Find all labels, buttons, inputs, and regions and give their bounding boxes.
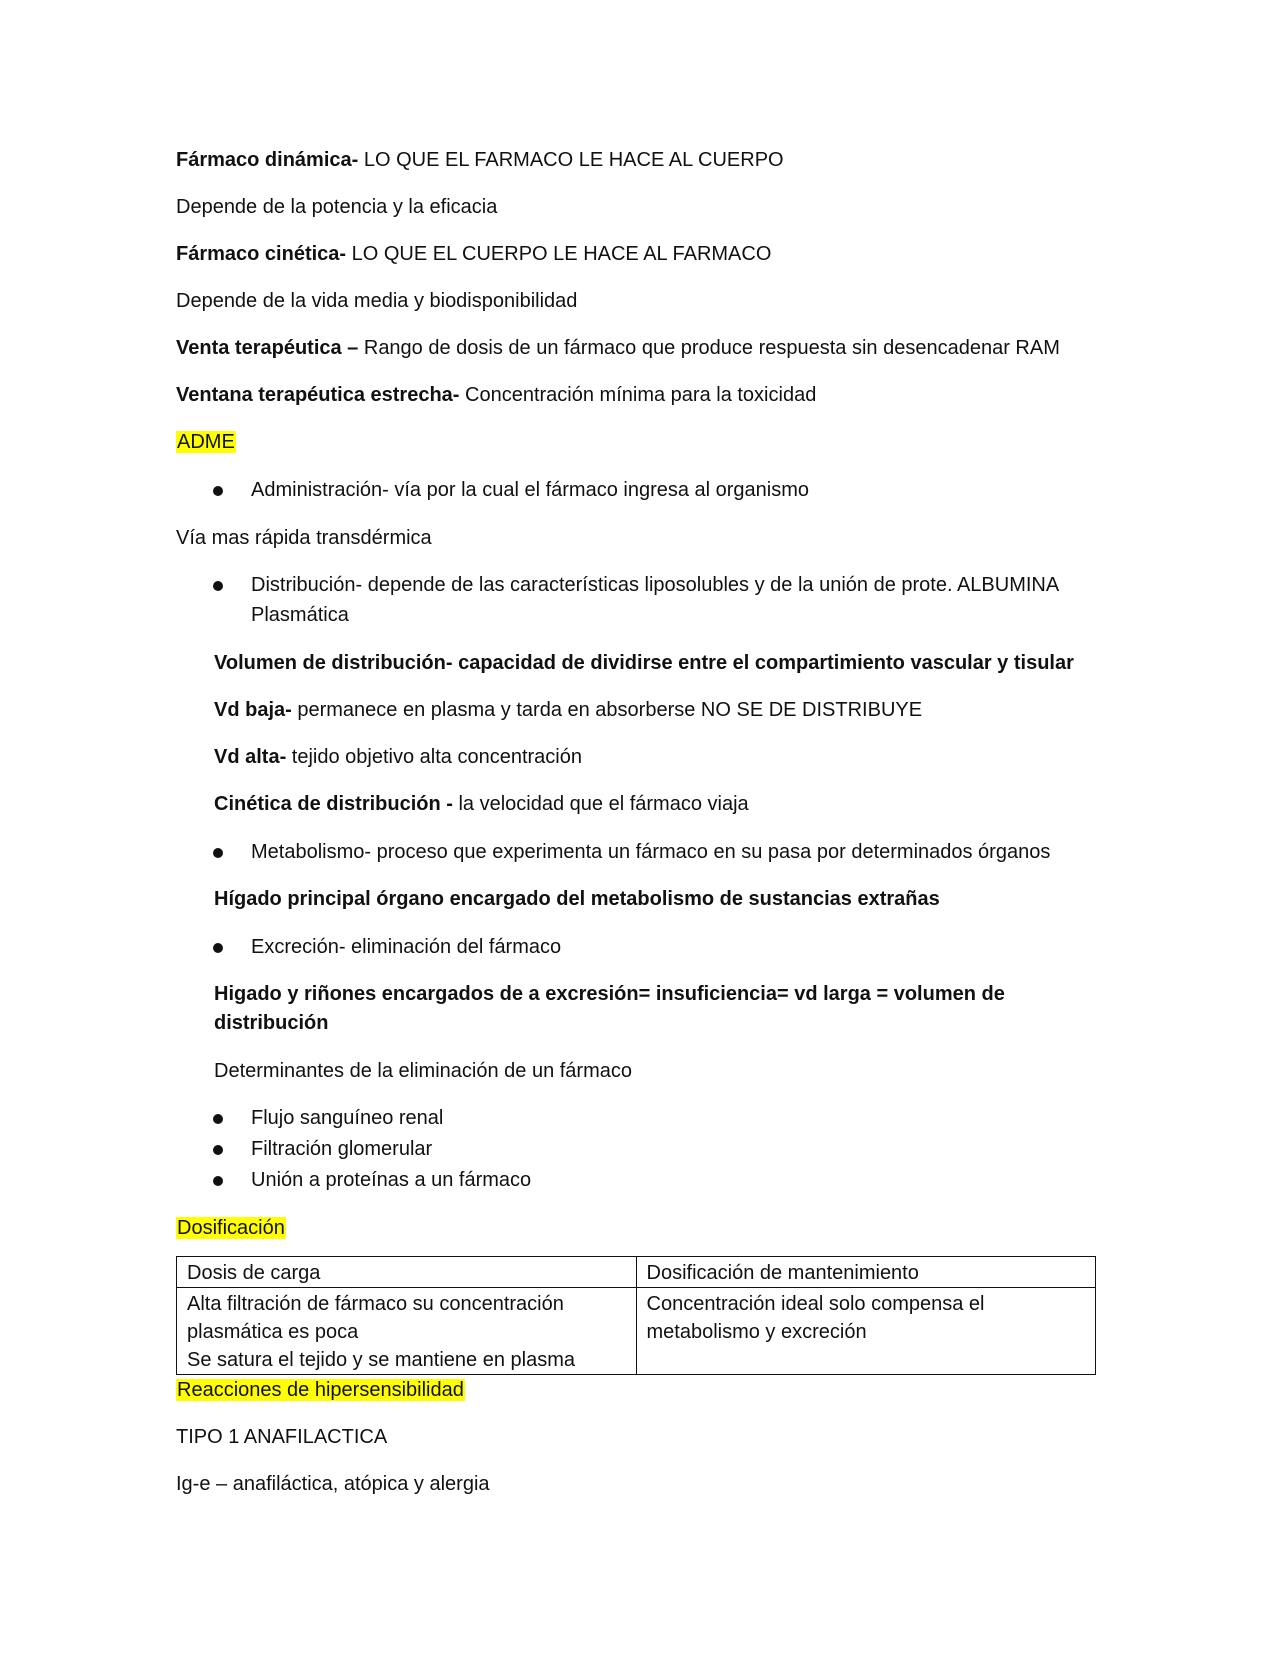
paragraph-volumen-distribucion: Volumen de distribución- capacidad de dividirse entre el compartimiento vascular y tisular [214,652,1074,674]
dosing-table [176,1256,1096,1375]
term-cinetica-distribucion: Cinética de distribución - [214,793,453,815]
paragraph-via-rapida: Vía mas rápida transdérmica [176,527,432,549]
definition-cinetica-distribucion: la velocidad que el fármaco viaja [452,793,749,815]
heading-dosificacion-text: Dosificación [177,1217,285,1239]
paragraph-higado-principal: Hígado principal órgano encargado del metabolismo de sustancias extrañas [214,888,940,910]
table-cell-line: Alta filtración de fármaco su concentración [187,1293,564,1315]
term-farmacodinamica: Fármaco dinámica- [176,149,359,171]
paragraph-depende-vida-media: Depende de la vida media y biodisponibilidad [176,290,578,312]
bullet-icon [213,943,223,953]
table-cell-mantenimiento [636,1288,1096,1375]
table-header-row [177,1257,1096,1288]
table-cell-dosis-carga [177,1288,637,1375]
bullet-icon [213,581,223,591]
list-item-distribucion: Distribución- depende de las características liposolubles y de la unión de prote. ALBUMINA [251,574,1060,596]
definition-farmacodinamica: LO QUE EL FARMACO LE HACE AL CUERPO [358,149,784,171]
paragraph-higado-rinones: Higado y riñones encargados de a excresión= insuficiencia= vd larga = volumen de [214,983,1005,1005]
paragraph-tipo1: TIPO 1 ANAFILACTICA [176,1426,388,1448]
paragraph-determinantes: Determinantes de la eliminación de un fármaco [214,1060,632,1082]
list-item-distribucion-cont: Plasmática [251,604,349,626]
list-item-filtracion: Filtración glomerular [251,1138,433,1160]
table-cell-line: Concentración ideal solo compensa el [646,1293,985,1315]
table-cell-line: plasmática es poca [187,1321,359,1343]
bullet-icon [213,848,223,858]
heading-reacciones-text: Reacciones de hipersensibilidad [177,1379,464,1401]
heading-dosificacion [176,1215,286,1241]
definition-venta-terapeutica: Rango de dosis de un fármaco que produce respuesta sin desencadenar RAM [358,337,1060,359]
paragraph-farmacodinamica [176,147,784,173]
paragraph-cinetica-distribucion [214,791,749,817]
term-venta-terapeutica: Venta terapéutica – [176,337,359,359]
bullet-icon [213,1114,223,1124]
heading-adme-text: ADME [177,431,235,453]
bullet-icon [213,486,223,496]
table-cell-line: metabolismo y excreción [646,1321,867,1343]
list-item-flujo: Flujo sanguíneo renal [251,1107,444,1129]
paragraph-venta-terapeutica [176,335,1060,361]
term-ventana-estrecha: Ventana terapéutica estrecha- [176,384,460,406]
list-item-administracion: Administración- vía por la cual el fármaco ingresa al organismo [251,479,810,501]
term-vd-baja: Vd baja- [214,699,292,721]
table-header-cell: Dosis de carga [177,1257,637,1288]
paragraph-depende-potencia: Depende de la potencia y la eficacia [176,196,498,218]
table-header-cell: Dosificación de mantenimiento [636,1257,1096,1288]
paragraph-vd-baja [214,697,922,723]
paragraph-ige: Ig-e – anafiláctica, atópica y alergia [176,1473,490,1495]
paragraph-farmacocinetica [176,241,771,267]
list-item-metabolismo: Metabolismo- proceso que experimenta un fármaco en su pasa por determinados órganos [251,841,1051,863]
definition-vd-alta: tejido objetivo alta concentración [286,746,582,768]
heading-reacciones [176,1377,465,1403]
paragraph-ventana-estrecha [176,382,816,408]
list-item-excrecion: Excreción- eliminación del fármaco [251,936,562,958]
table-cell-line: Se satura el tejido y se mantiene en plasma [187,1349,575,1371]
term-farmacocinetica: Fármaco cinética- [176,243,347,265]
paragraph-higado-rinones-cont: distribución [214,1012,329,1034]
definition-vd-baja: permanece en plasma y tarda en absorberse NO SE DE DISTRIBUYE [291,699,923,721]
definition-ventana-estrecha: Concentración mínima para la toxicidad [459,384,817,406]
definition-farmacocinetica: LO QUE EL CUERPO LE HACE AL FARMACO [346,243,772,265]
paragraph-vd-alta [214,744,582,770]
bullet-icon [213,1176,223,1186]
heading-adme [176,429,236,455]
term-vd-alta: Vd alta- [214,746,287,768]
table-row [177,1288,1096,1375]
list-item-union: Unión a proteínas a un fármaco [251,1169,532,1191]
bullet-icon [213,1145,223,1155]
